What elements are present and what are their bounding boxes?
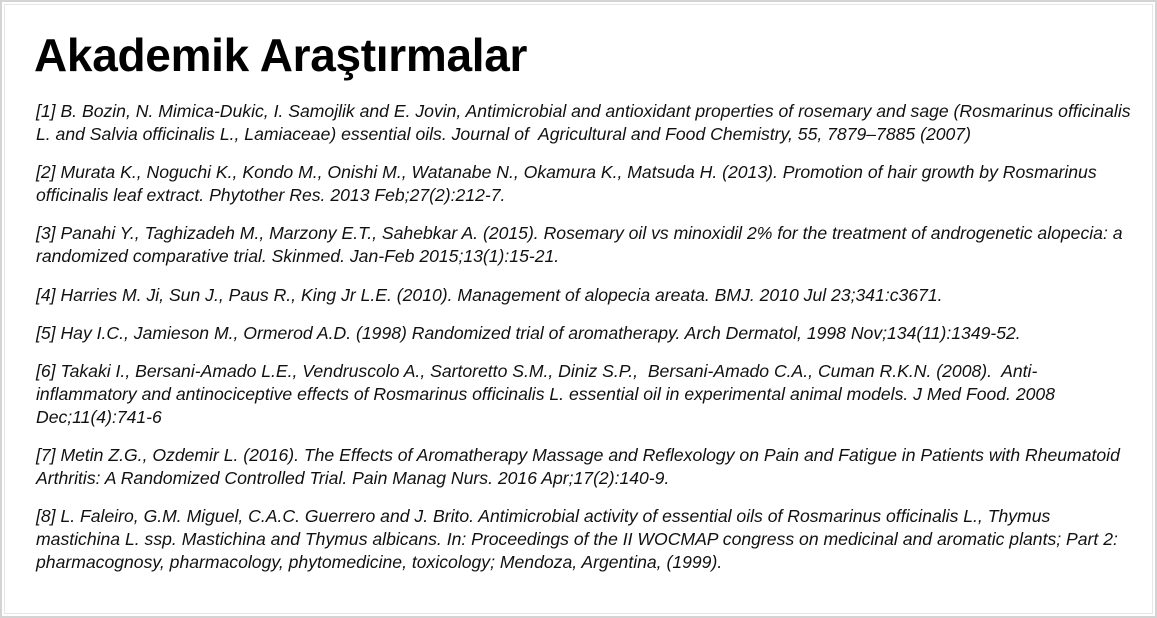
reference-item-8: [8] L. Faleiro, G.M. Miguel, C.A.C. Guerrero and J. Brito. Antimicrobial activity of essential oils of Rosmarinus officinalis L., Thymus mastichina L. ssp. Mastichina and Thymus albicans. In: Proceedings of the II WOCMAP congress on medicinal and aromatic plants; Part 2: pharmacognosy, pharmacology, phytomedicine, toxicology; Mendoza, Argentina, (1999). — [36, 506, 1123, 573]
page-title: Akademik Araştırmalar — [34, 29, 528, 81]
reference-item-1: [1] B. Bozin, N. Mimica-Dukic, I. Samojlik and E. Jovin, Antimicrobial and antioxidant properties of rosemary and sage (Rosmarinus officinalis L. and Salvia officinalis L., Lamiaceae) essential oils. Journal of Agricultural and Food Chemistry, 55, 7879–7885 (2007) — [36, 101, 1136, 144]
reference-item-6: [6] Takaki I., Bersani-Amado L.E., Vendruscolo A., Sartoretto S.M., Diniz S.P., Bersani-Amado C.A., Cuman R.K.N. (2008). Anti-inflammatory and antinociceptive effects of Rosmarinus officinalis L. essential oil in experimental animal models. J Med Food. 2008 Dec;11(4):741-6 — [36, 360, 1060, 427]
reference-list — [36, 100, 1136, 590]
page-content — [4, 4, 1153, 614]
reference-item-4: [4] Harries M. Ji, Sun J., Paus R., King Jr L.E. (2010). Management of alopecia areata. BMJ. 2010 Jul 23;341:c3671. — [36, 284, 943, 305]
reference-item-3: [3] Panahi Y., Taghizadeh M., Marzony E.T., Sahebkar A. (2015). Rosemary oil vs minoxidil 2% for the treatment of androgenetic alopecia: a randomized comparative trial. Skinmed. Jan-Feb 2015;13(1):15-21. — [36, 223, 1128, 267]
reference-item-7: [7] Metin Z.G., Ozdemir L. (2016). The Effects of Aromatherapy Massage and Reflexology on Pain and Fatigue in Patients with Rheumatoid Arthritis: A Randomized Controlled Trial. Pain Manag Nurs. 2016 Apr;17(2):140-9. — [36, 445, 1125, 489]
reference-item-2: [2] Murata K., Noguchi K., Kondo M., Onishi M., Watanabe N., Okamura K., Matsuda H. (2013). Promotion of hair growth by Rosmarinus officinalis leaf extract. Phytother Res. 2013 Feb;27(2):212-7. — [36, 162, 1102, 206]
reference-item-5: [5] Hay I.C., Jamieson M., Ormerod A.D. (1998) Randomized trial of aromatherapy. Arch Dermatol, 1998 Nov;134(11):1349-52. — [36, 322, 1021, 343]
